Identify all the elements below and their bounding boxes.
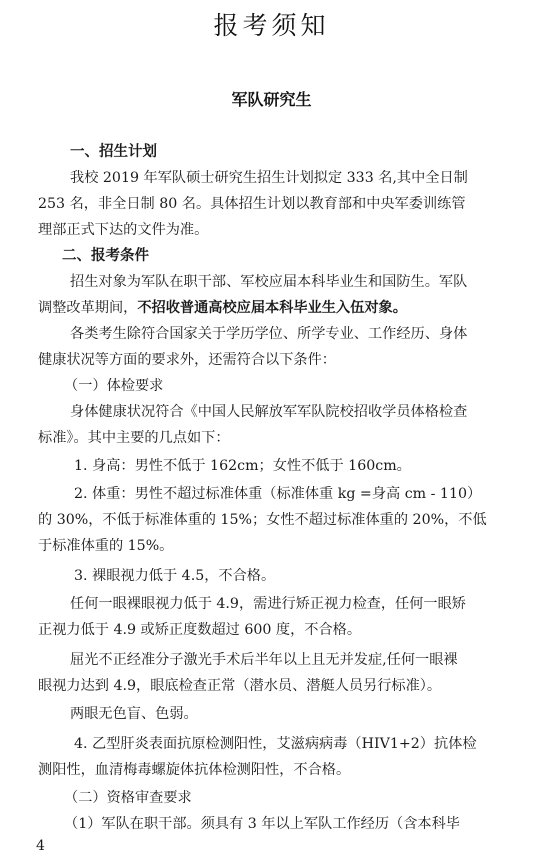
paragraph-line: （1）军队在职干部。须具有 3 年以上军队工作经历（含本科毕 [64, 816, 460, 832]
page-title: 报考须知 [213, 11, 330, 40]
paragraph-line: 屈光不正经准分子激光手术后半年以上且无并发症,任何一眼裸 [70, 652, 458, 668]
list-item: 2. 体重：男性不超过标准体重（标准体重 kg =身高 cm - 110） [74, 486, 482, 502]
heading-application-conditions: 二、报考条件 [62, 248, 149, 264]
paragraph-line: 健康状况等方面的要求外，还需符合以下条件： [38, 352, 336, 368]
paragraph-line: 任何一眼裸眼视力低于 4.9，需进行矫正视力检查，任何一眼矫 [70, 596, 466, 612]
paragraph-line: 两眼无色盲、色弱。 [70, 706, 198, 722]
paragraph-line: 招生对象为军队在职干部、军校应届本科毕业生和国防生。军队 [70, 274, 468, 290]
paragraph-line: 的 30%，不低于标准体重的 15%；女性不超过标准体重的 20%，不低 [38, 512, 487, 528]
paragraph-line: 眼视力达到 4.9，眼底检查正常（潜水员、潜艇人员另行标准）。 [38, 678, 442, 694]
paragraph-line: 理部正式下达的文件为准。 [38, 222, 209, 238]
subheading-qualification-review: （二）资格审查要求 [64, 790, 192, 806]
page-number: 4 [36, 838, 45, 854]
paragraph-line: 正视力低于 4.9 或矫正度数超过 600 度，不合格。 [38, 622, 362, 638]
paragraph-line: 测阳性，血清梅毒螺旋体抗体检测阳性，不合格。 [38, 762, 351, 778]
paragraph-line [38, 298, 503, 318]
list-item: 4. 乙型肝炎表面抗原检测阳性，艾滋病病毒（HIV1+2）抗体检 [74, 736, 477, 752]
list-item: 1. 身高：男性不低于 162cm；女性不低于 160cm。 [74, 458, 411, 474]
section-subtitle: 军队研究生 [231, 90, 312, 109]
paragraph-line: 于标准体重的 15%。 [38, 538, 174, 554]
bold-notice: 不招收普通高校应届本科毕业生入伍对象。 [137, 300, 407, 316]
paragraph-line: 我校 2019 年军队硕士研究生招生计划拟定 333 名,其中全日制 [70, 170, 468, 186]
subheading-physical-exam: （一）体检要求 [64, 378, 164, 394]
heading-enrollment-plan: 一、招生计划 [70, 144, 157, 160]
paragraph-line: 身体健康状况符合《中国人民解放军军队院校招收学员体格检查 [70, 404, 468, 420]
paragraph-line: 253 名，非全日制 80 名。具体招生计划以教育部和中央军委训练管 [38, 196, 466, 212]
paragraph-line: 标准》。其中主要的几点如下： [38, 430, 230, 446]
line-text: 调整改革期间， [38, 300, 138, 316]
paragraph-line: 各类考生除符合国家关于学历学位、所学专业、工作经历、身体 [70, 326, 468, 342]
list-item: 3. 裸眼视力低于 4.5，不合格。 [74, 568, 276, 584]
